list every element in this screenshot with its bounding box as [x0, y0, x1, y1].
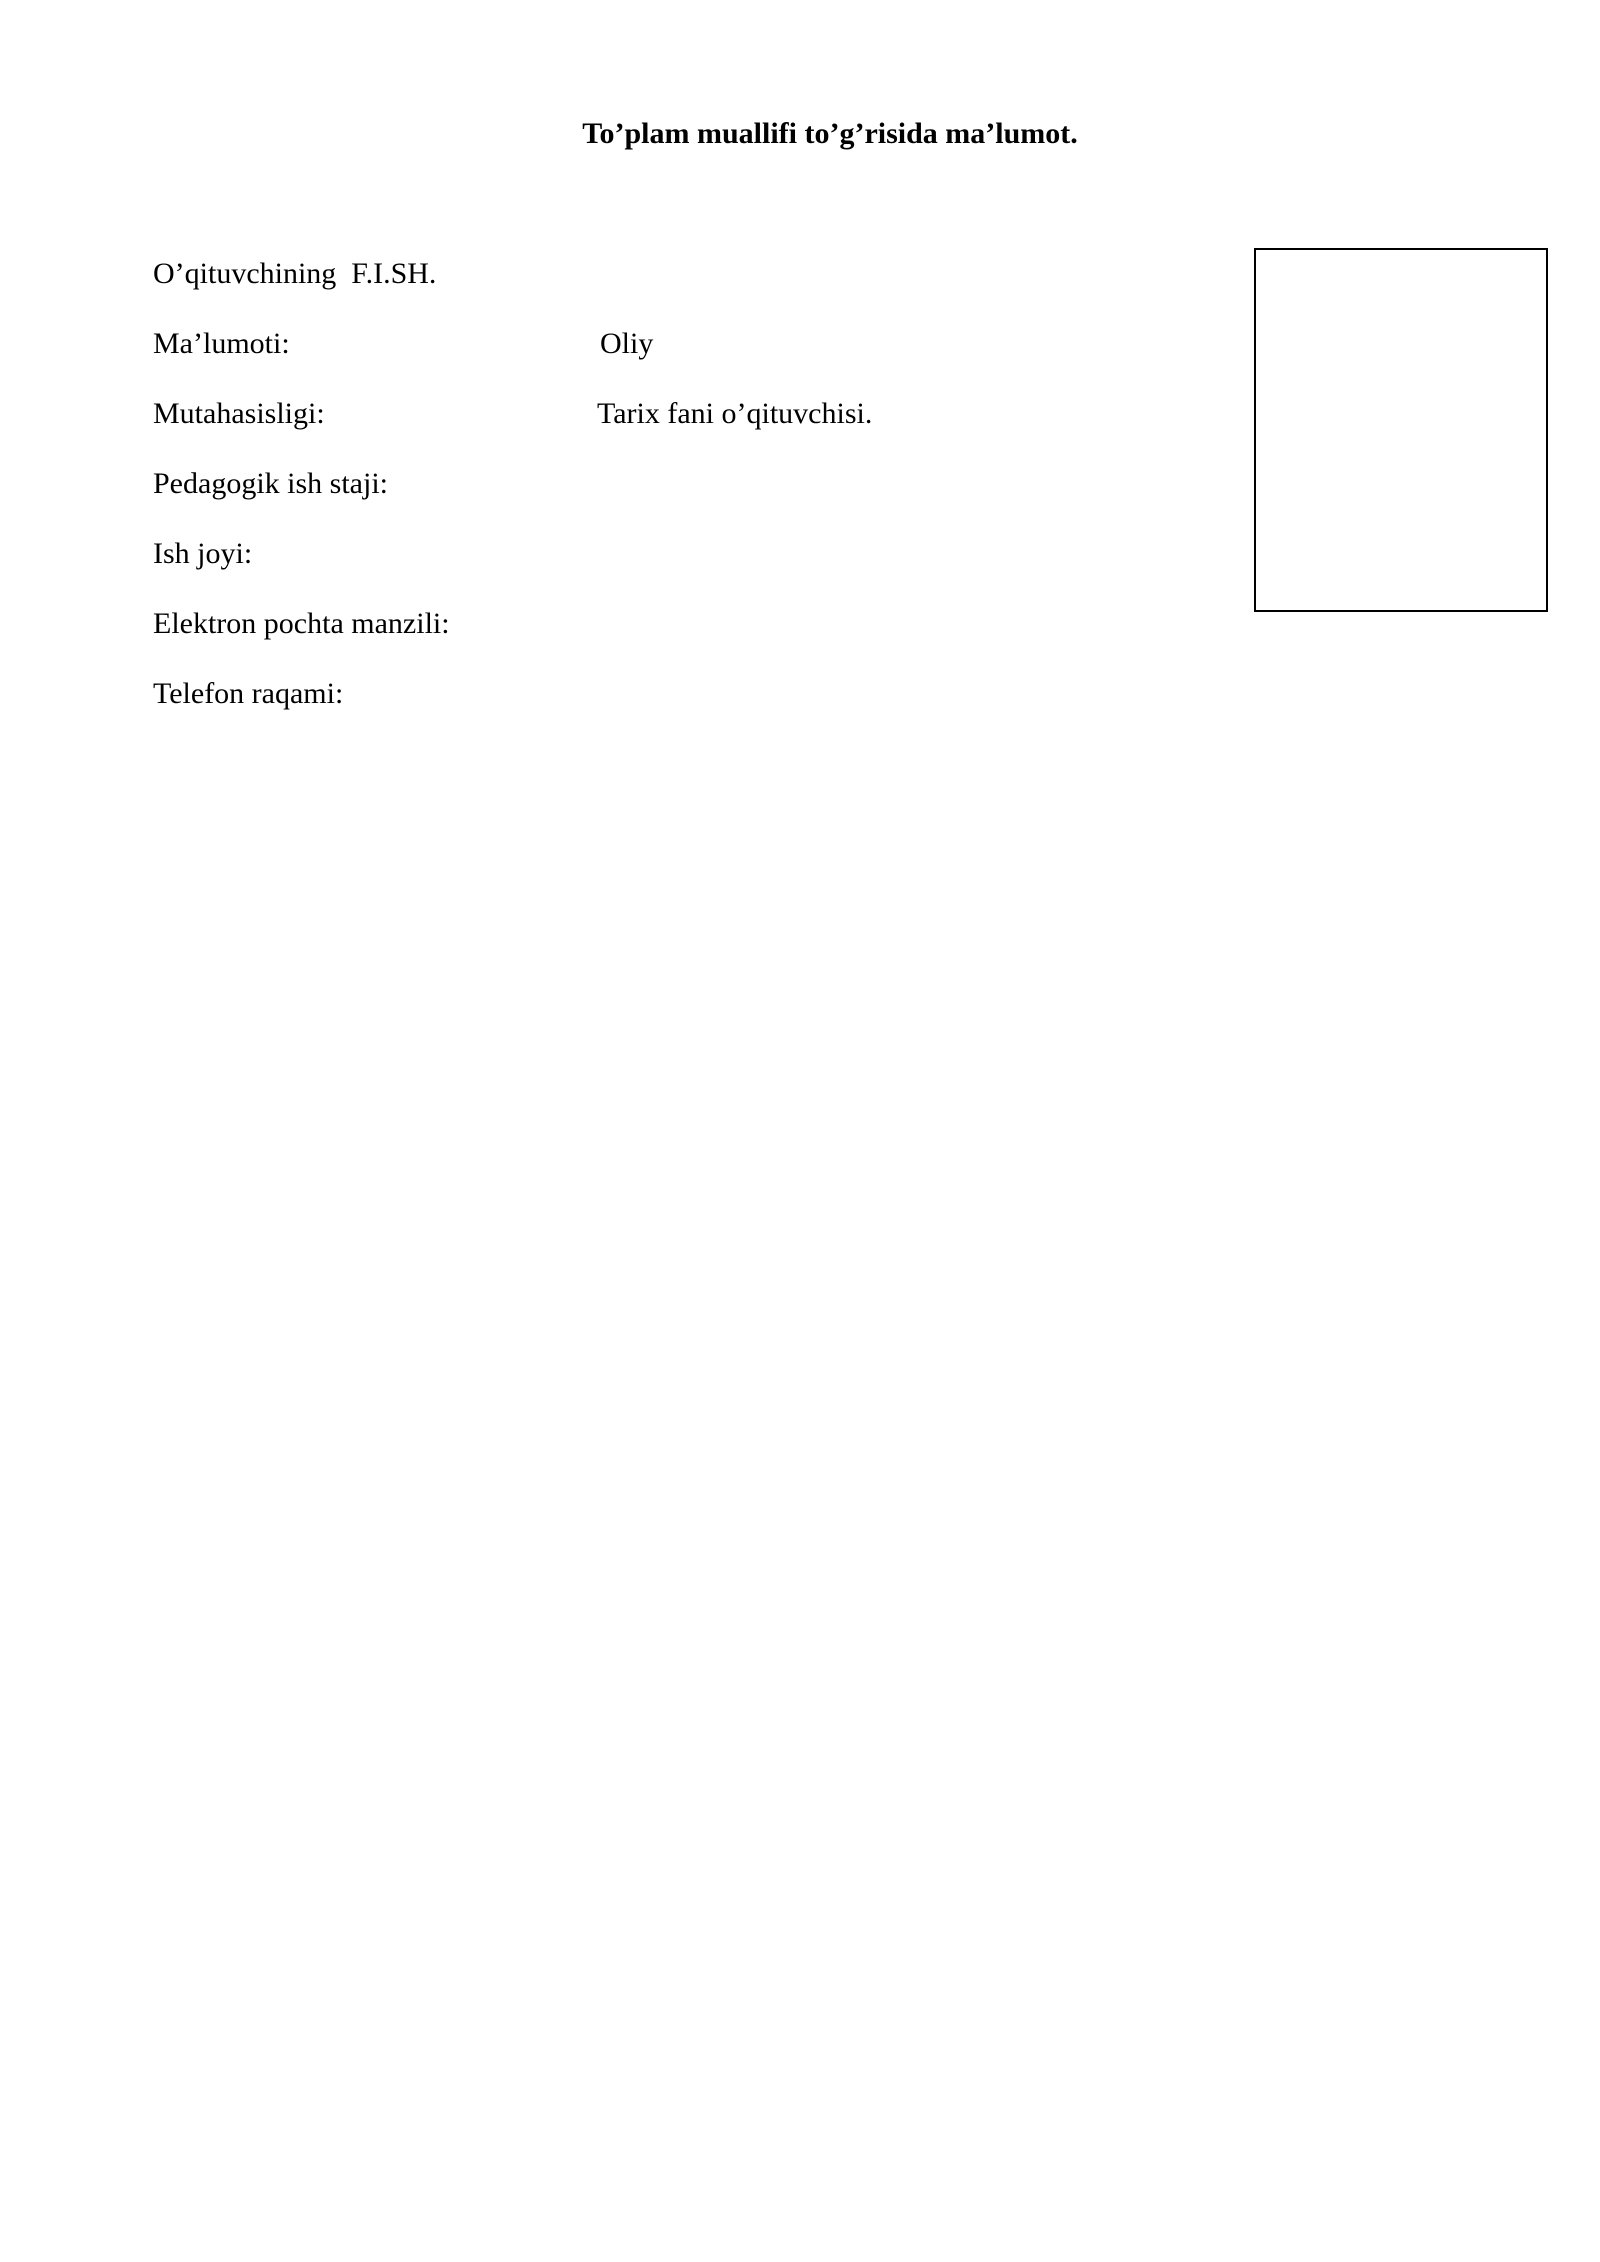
document-title: To’plam muallifi to’g’risida ma’lumot. [582, 117, 1078, 150]
field-label-pedagogik-staj: Pedagogik ish staji: [153, 467, 388, 500]
field-label-email: Elektron pochta manzili: [153, 607, 450, 640]
photo-placeholder [1254, 248, 1548, 612]
field-label-ish-joyi: Ish joyi: [153, 537, 253, 570]
field-value-mutahasisligi: Tarix fani o’qituvchisi. [597, 397, 873, 430]
field-label-telefon: Telefon raqami: [153, 677, 344, 710]
field-label-fish: O’qituvchining F.I.SH. [153, 257, 437, 290]
field-label-mutahasisligi: Mutahasisligi: [153, 397, 325, 430]
field-value-malumoti: Oliy [600, 327, 654, 360]
field-label-malumoti: Ma’lumoti: [153, 327, 290, 360]
